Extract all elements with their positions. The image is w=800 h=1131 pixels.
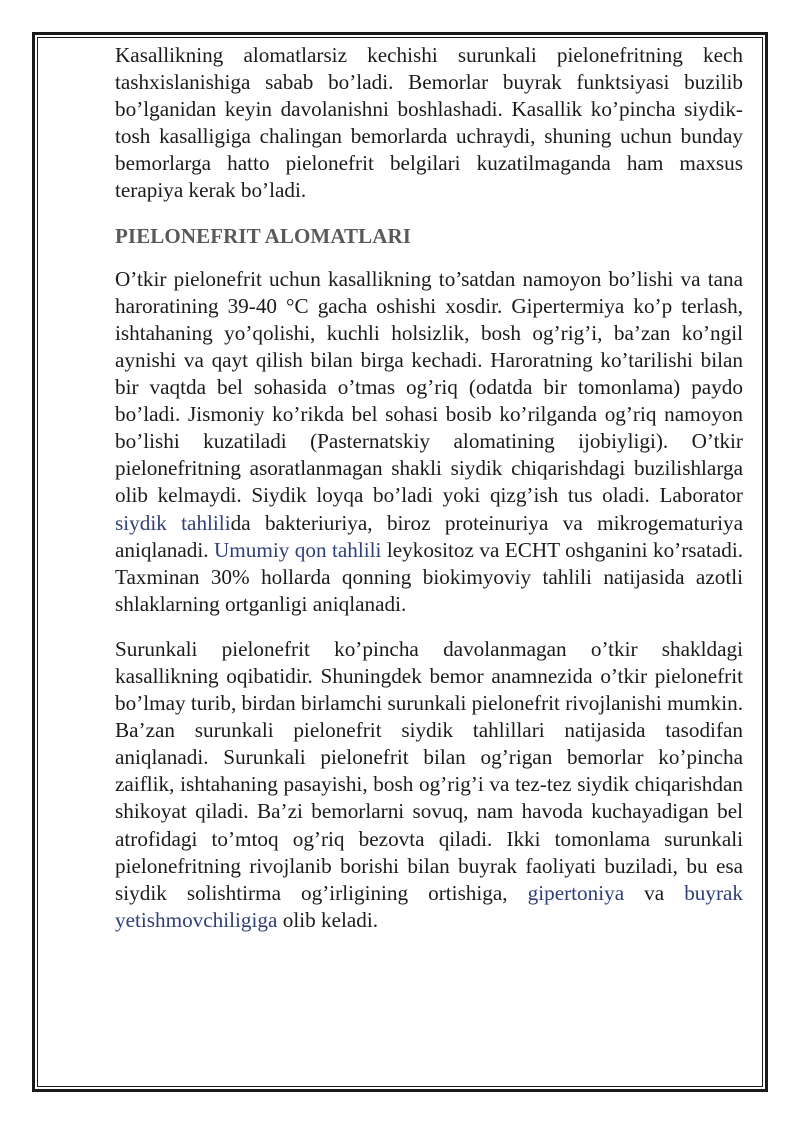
paragraph-intro: Kasallikning alomatlarsiz kechishi surunkali pielonefritning kech tashxislanishiga sabab bo’ladi. Bemorlar buyrak funktsiyasi buzilib bo’lganidan keyin davolanishni boshlashadi. Kasallik ko’pincha siydik-tosh kasalligiga chalingan bemorlarda uchraydi, shuning uchun bunday bemorlarga hatto pielonefrit belgilari kuzatilmaganda ham maxsus terapiya kerak bo’ladi. [115, 43, 743, 203]
paragraph-chronic-text-mid: va [644, 880, 665, 905]
paragraph-chronic [115, 636, 743, 934]
paragraph-gap [115, 618, 743, 636]
section-heading: PIELONEFRIT ALOMATLARI [115, 223, 412, 248]
document-body [115, 42, 743, 934]
link-siydik-tahlili[interactable]: siydik tahlili [115, 510, 231, 535]
paragraph-acute-text-1: O’tkir pielonefrit uchun kasallikning to’satdan namoyon bo’lishi va tana haroratining 39-40 °C gacha oshishi xosdir. Gipertermiya ko’p terlash, ishtahaning yo’qolishi, kuchli holsizlik, bosh og’rig’i, ba’zan ko’ngil aynishi va qayt qilish bilan birga kechadi. Haroratning ko’tarilishi bilan bir vaqtda bel sohasida o’tmas og’riq (odatda bir tomonlama) paydo bo’ladi. Jismoniy ko’rikda bel sohasi bosib ko’rilganda og’riq namoyon bo’lishi kuzatiladi (Pasternatskiy alomatining ijobiyligi). O’tkir pielonefritning asoratlanmagan shakli siydik chiqarishdagi buzilishlarga olib kelmaydi. Siydik loyqa bo’ladi yoki qizg’ish tus oladi. Laborator [115, 266, 743, 508]
paragraph-acute-text-2: da bakteriuriya, biroz proteinuriya va mikrogematuriya aniqlanadi. [115, 510, 743, 562]
link-buyrak-yetishmovchiligi[interactable]: buyrak yetishmovchiligiga [115, 880, 744, 932]
link-umumiy-qon-tahlili[interactable]: Umumiy qon tahlili [213, 537, 382, 562]
paragraph-acute-text-3: leykositoz va ECHT oshganini ko’rsatadi. Taxminan 30% hollarda qonning biokimyoviy tahlili natijasida azotli shlaklarning ortganligi aniqlanadi. [115, 537, 743, 616]
paragraph-acute [115, 266, 743, 618]
paragraph-chronic-text-1: Surunkali pielonefrit ko’pincha davolanmagan o’tkir shakldagi kasallikning oqibatidir. Shuningdek bemor anamnezida o’tkir pielonefrit bo’lmay turib, birdan birlamchi surunkali pielonefrit rivojlanishi mumkin. Ba’zan surunkali pielonefrit siydik tahlillari natijasida tasodifan aniqlanadi. Surunkali pielonefrit bilan og’rigan bemorlar ko’pincha zaiflik, ishtahaning pasayishi, bosh og’rig’i va tez-tez siydik chiqarishdan shikoyat qiladi. Ba’zi bemorlarni sovuq, nam havoda kuchayadigan bel atrofidagi to’mtoq og’riq bezovta qiladi. Ikki tomonlama surunkali pielonefritning rivojlanib borishi bilan buyrak faoliyati buziladi, bu esa siydik solishtirma og’irligining ortishiga, [115, 636, 743, 905]
paragraph-chronic-text-2: olib keladi. [282, 907, 379, 932]
link-gipertoniya[interactable]: gipertoniya [527, 880, 625, 905]
